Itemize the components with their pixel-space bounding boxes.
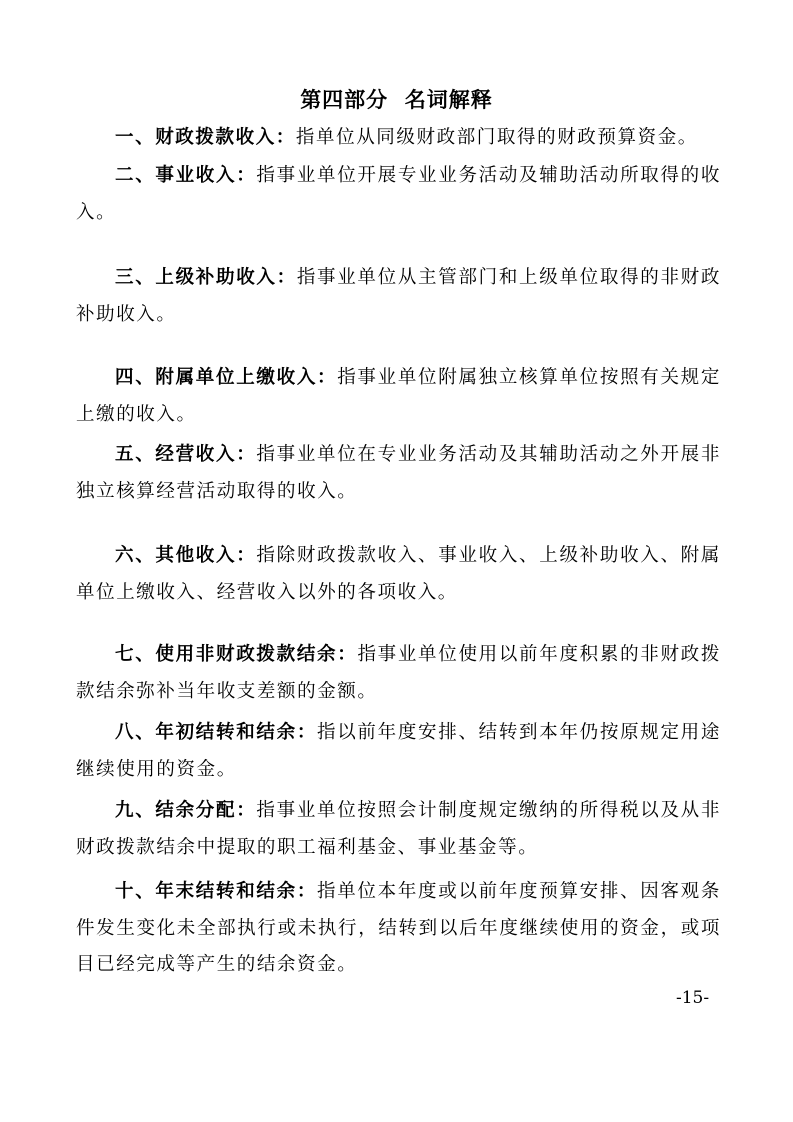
definition-operating-income [76,437,721,510]
definition-surplus-distribution [76,793,721,866]
definition-text: 指事业单位从主管部门和上级单位取得的非财政补助收入。 [76,267,721,325]
definition-text: 指单位本年度或以前年度预算安排、因客观条件发生变化未全部执行或未执行，结转到以后年度继续使用的资金，或项目已经完成等产生的结余资金。 [76,881,721,975]
definition-affiliated-unit-remittance-income [76,360,721,433]
definition-term: 九、结余分配： [115,800,257,821]
definition-term: 十、年末结转和结余： [115,881,318,902]
definition-term: 三、上级补助收入： [115,267,297,288]
definition-other-income [76,538,721,611]
page-title: 第四部分 名词解释 [300,88,493,112]
definition-text: 指事业单位使用以前年度积累的非财政拨款结余弥补当年收支差额的金额。 [76,644,721,702]
definition-text: 指除财政拨款收入、事业收入、上级补助收入、附属单位上缴收入、经营收入以外的各项收入。 [76,545,721,603]
definition-text: 指事业单位开展专业业务活动及辅助活动所取得的收入。 [76,165,721,223]
definition-business-income [76,158,721,231]
page-number: -15- [676,988,710,1008]
definition-term: 四、附属单位上缴收入： [115,367,338,388]
definition-term: 一、财政拨款收入： [115,127,296,148]
definition-term: 五、经营收入： [115,444,257,465]
definition-text: 指以前年度安排、结转到本年仍按原规定用途继续使用的资金。 [76,722,721,780]
definition-financial-appropriation-income [76,120,721,157]
definition-text: 指单位从同级财政部门取得的财政预算资金。 [295,127,698,148]
definition-term: 六、其他收入： [115,545,257,566]
definition-use-of-non-appropriation-surplus [76,637,721,710]
definition-beginning-carryover-and-surplus [76,715,721,788]
definition-year-end-carryover-and-surplus [76,874,721,984]
definition-term: 八、年初结转和结余： [115,722,318,743]
definition-text: 指事业单位附属独立核算单位按照有关规定上缴的收入。 [76,367,721,425]
definition-text: 指事业单位按照会计制度规定缴纳的所得税以及从非财政拨款结余中提取的职工福利基金、事业基金等。 [76,800,721,858]
definition-term: 七、使用非财政拨款结余： [115,644,358,665]
definition-term: 二、事业收入： [115,165,257,186]
definition-text: 指事业单位在专业业务活动及其辅助活动之外开展非独立核算经营活动取得的收入。 [76,444,721,502]
definition-superior-subsidy-income [76,260,721,333]
